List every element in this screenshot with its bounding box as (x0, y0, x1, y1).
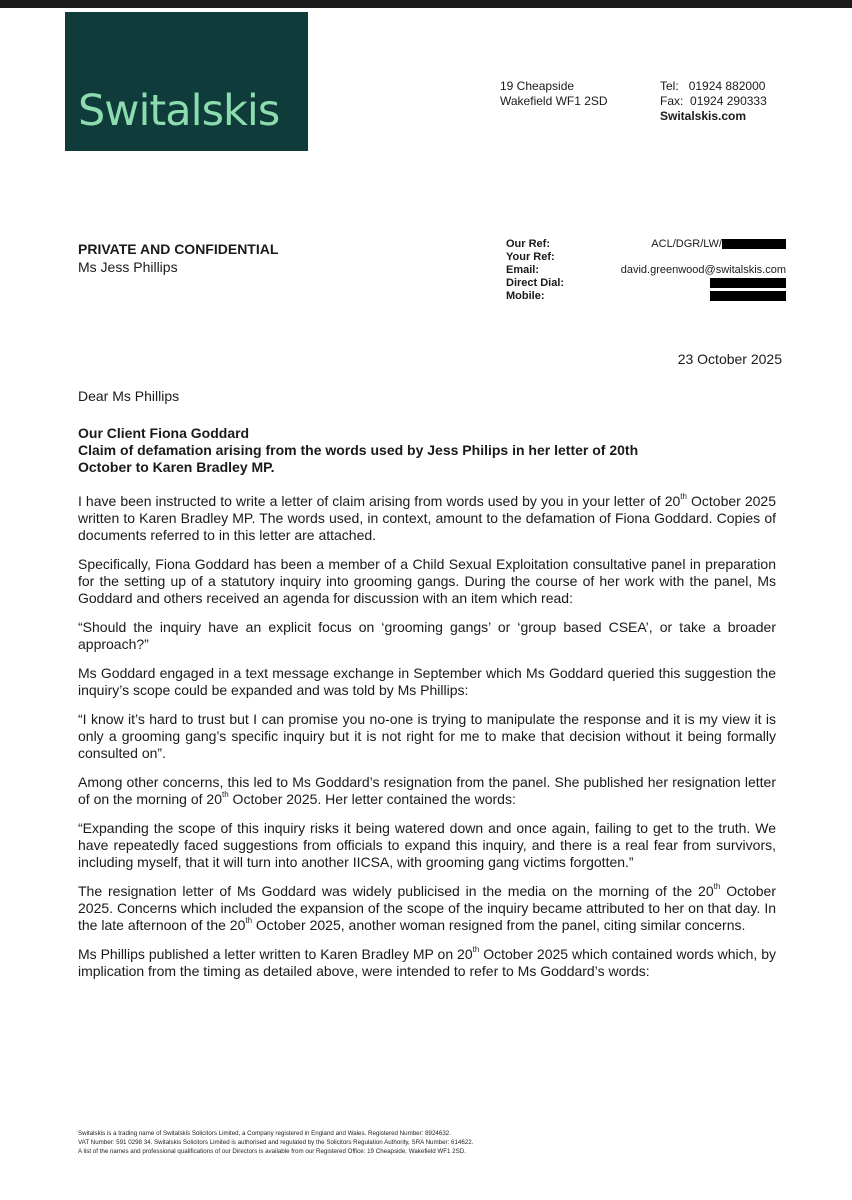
website-link[interactable]: Switalskis.com (660, 109, 747, 123)
subject-line-1: Our Client Fiona Goddard (78, 425, 250, 441)
footer (78, 1129, 778, 1156)
quote-text-message: “I know it’s hard to trust but I can promise you no-one is trying to manipulate the response and it is my view it is only a grooming gang’s specific inquiry but it is not right for me to make that decision without it being formally consulted on”. (78, 711, 776, 761)
email-label: Email: (506, 264, 540, 276)
contact-block (660, 79, 767, 124)
our-ref-value: ACL/DGR/LW/ (651, 238, 722, 250)
address-line-1: 19 Cheapside (500, 79, 575, 93)
mobile-row (506, 290, 786, 303)
paragraph-4: Among other concerns, this led to Ms Goddard’s resignation from the panel. She published her resignation letter of on the morning of 20th October 2025. Her letter contained the words: (78, 774, 776, 807)
address-line-2: Wakefield WF1 2SD (500, 94, 608, 108)
logo-text: Switalskis (78, 86, 280, 136)
letter-date: 23 October 2025 (677, 351, 782, 367)
office-address (500, 79, 608, 109)
letter-body (78, 388, 776, 992)
paragraph-5: The resignation letter of Ms Goddard was widely publicised in the media on the morning of the 20th October 2025. Concerns which included the expansion of the scope of the inquiry became attributed to her on that day. In the late afternoon of the 20th October 2025, another woman resigned from the panel, citing similar concerns. (78, 882, 776, 933)
fax-row (660, 94, 767, 109)
subject-line-3: October to Karen Bradley MP. (78, 459, 275, 475)
quote-agenda: “Should the inquiry have an explicit focus on ‘grooming gangs’ or ‘group based CSEA’, or take a broader approach?” (78, 619, 776, 652)
footer-line-1: Switalskis is a trading name of Switalskis Solicitors Limited, a Company registered in England and Wales. Registered Number: 8924632. (78, 1130, 451, 1137)
confidential-heading: PRIVATE AND CONFIDENTIAL (78, 241, 279, 257)
redaction-bar (722, 239, 786, 249)
paragraph-6: Ms Phillips published a letter written to Karen Bradley MP on 20th October 2025 which contained words which, by implication from the timing as detailed above, were intended to refer to Ms Goddard’s words: (78, 945, 777, 979)
tel-row (660, 79, 767, 94)
top-border (0, 0, 852, 8)
email-row (506, 264, 786, 277)
subject-line-2: Claim of defamation arising from the words used by Jess Philips in her letter of 20th (78, 442, 639, 458)
our-ref-label: Our Ref: (506, 238, 550, 250)
redaction-bar (710, 278, 786, 288)
subject-block (78, 425, 776, 476)
quote-resignation: “Expanding the scope of this inquiry risks it being watered down and once again, failing to get to the truth. We have repeatedly faced suggestions from officials to expand this inquiry, and there is a real fear from survivors, including myself, that it will turn into another IICSA, with grooming gang victims forgotten.” (78, 820, 776, 870)
direct-dial-row (506, 277, 786, 290)
tel-label: Tel: (660, 79, 679, 93)
recipient-block (78, 240, 278, 276)
paragraph-1: I have been instructed to write a letter of claim arising from words used by you in your letter of 20th October 2025 written to Karen Bradley MP. The words used, in context, amount to the defamation of Fiona Goddard. Copies of documents referred to in this letter are attached. (78, 492, 776, 543)
your-ref-row (506, 251, 786, 264)
mobile-label: Mobile: (506, 290, 545, 302)
salutation: Dear Ms Phillips (78, 388, 180, 404)
recipient-name: Ms Jess Phillips (78, 259, 178, 275)
fax-number: 01924 290333 (690, 94, 767, 108)
paragraph-2: Specifically, Fiona Goddard has been a member of a Child Sexual Exploitation consultative panel in preparation for the setting up of a statutory inquiry into grooming gangs. During the course of her work with the panel, Ms Goddard and others received an agenda for discussion with an item which read: (78, 556, 776, 606)
email-value[interactable]: david.greenwood@switalskis.com (620, 264, 786, 276)
footer-line-2: VAT Number: 591 0298 34. Switalskis Solicitors Limited is authorised and regulated by the Solicitors Regulation Authority, SRA Number: 614622. (78, 1139, 474, 1146)
redaction-bar (710, 291, 786, 301)
paragraph-3: Ms Goddard engaged in a text message exchange in September which Ms Goddard queried this suggestion the inquiry’s scope could be expanded and was told by Ms Phillips: (78, 665, 776, 698)
your-ref-label: Your Ref: (506, 251, 555, 263)
direct-dial-label: Direct Dial: (506, 277, 565, 289)
footer-line-3: A list of the names and professional qualifications of our Directors is available from our Registered Office: 19 Cheapside, Wakefield WF1 2SD. (78, 1148, 466, 1155)
tel-number: 01924 882000 (688, 79, 766, 93)
fax-label: Fax: (660, 94, 684, 108)
our-ref-row (506, 238, 786, 251)
company-logo (65, 12, 308, 151)
reference-block (506, 238, 786, 303)
